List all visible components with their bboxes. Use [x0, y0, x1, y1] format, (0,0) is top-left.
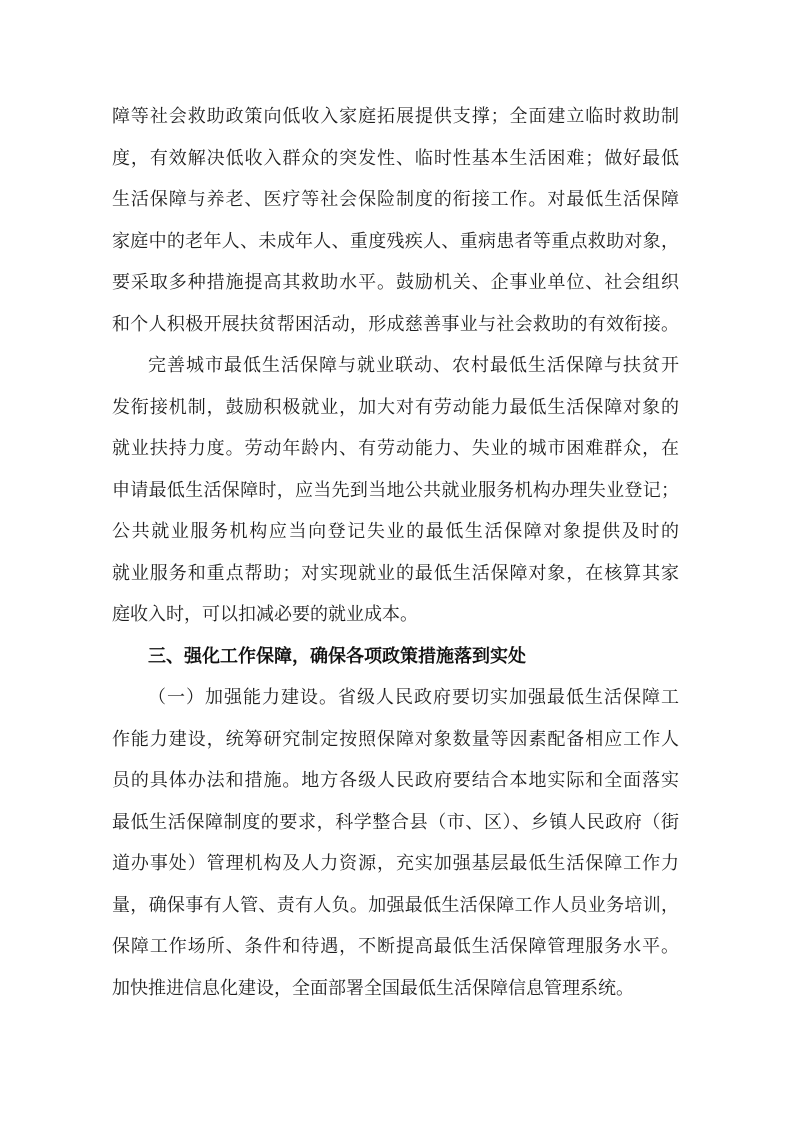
text-line: 最低生活保障制度的要求，科学整合县（市、区）、乡镇人民政府（街: [112, 811, 679, 833]
text-line: 庭收入时，可以扣减必要的就业成本。: [112, 604, 418, 625]
text-line: 道办事处）管理机构及人力资源，充实加强基层最低生活保障工作力: [112, 853, 679, 874]
text-line: 度，有效解决低收入群众的突发性、临时性基本生活困难；做好最低: [112, 147, 679, 169]
text-line: 就业服务和重点帮助；对实现就业的最低生活保障对象，在核算其家: [112, 562, 679, 584]
text-line: 加快推进信息化建设，全面部署全国最低生活保障信息管理系统。: [112, 977, 634, 999]
text-line: 员的具体办法和措施。地方各级人民政府要结合本地实际和全面落实: [112, 770, 679, 791]
text-line: 家庭中的老年人、未成年人、重度残疾人、重病患者等重点救助对象，: [112, 230, 679, 252]
text-line: 发衔接机制，鼓励积极就业，加大对有劳动能力最低生活保障对象的: [112, 396, 679, 418]
text-line: 保障工作场所、条件和待遇，不断提高最低生活保障管理服务水平。: [112, 936, 679, 957]
text-line: 量，确保事有人管、责有人负。加强最低生活保障工作人员业务培训，: [112, 894, 679, 916]
text-line: 完善城市最低生活保障与就业联动、农村最低生活保障与扶贫开: [148, 355, 679, 376]
text-line: 申请最低生活保障时，应当先到当地公共就业服务机构办理失业登记；: [112, 479, 679, 501]
document-text-block: [112, 96, 679, 1009]
text-line: 生活保障与养老、医疗等社会保险制度的衔接工作。对最低生活保障: [112, 189, 679, 210]
section-heading: 三、强化工作保障，确保各项政策措施落到实处: [148, 645, 526, 667]
text-line: 作能力建设，统筹研究制定按照保障对象数量等因素配备相应工作人: [112, 728, 679, 750]
text-line: （一）加强能力建设。省级人民政府要切实加强最低生活保障工: [148, 687, 679, 708]
text-line: 障等社会救助政策向低收入家庭拓展提供支撑；全面建立临时救助制: [112, 106, 679, 127]
text-line: 就业扶持力度。劳动年龄内、有劳动能力、失业的城市困难群众，在: [112, 438, 679, 459]
text-line: 和个人积极开展扶贫帮困活动，形成慈善事业与社会救助的有效衔接。: [112, 313, 679, 335]
text-line: 要采取多种措施提高其救助水平。鼓励机关、企事业单位、社会组织: [112, 272, 679, 293]
text-line: 公共就业服务机构应当向登记失业的最低生活保障对象提供及时的: [112, 521, 679, 542]
